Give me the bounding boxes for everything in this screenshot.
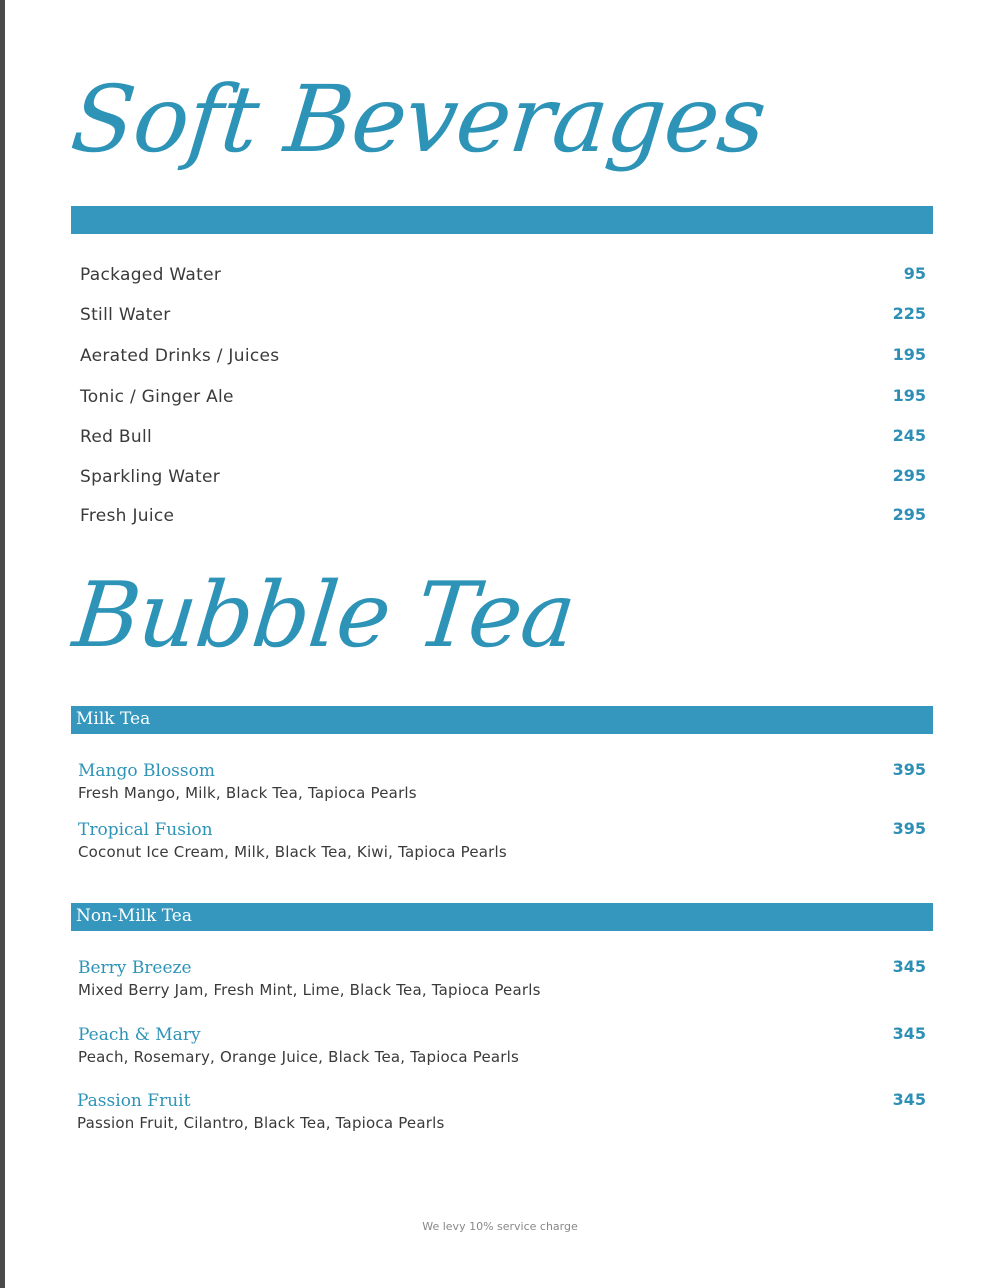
item-price: 245 bbox=[892, 426, 926, 445]
menu-item bbox=[80, 465, 926, 495]
tea-name: Berry Breeze bbox=[78, 958, 192, 978]
item-price: 295 bbox=[892, 466, 926, 485]
tea-item bbox=[78, 818, 926, 866]
tea-item bbox=[77, 1089, 926, 1137]
service-charge-note: We levy 10% service charge bbox=[422, 1220, 578, 1233]
soft-beverages-bar bbox=[71, 206, 933, 234]
menu-item bbox=[80, 504, 926, 534]
item-name: Packaged Water bbox=[80, 265, 222, 285]
tea-description: Fresh Mango, Milk, Black Tea, Tapioca Pearls bbox=[78, 784, 417, 802]
tea-price: 395 bbox=[892, 819, 926, 838]
tea-item bbox=[78, 956, 926, 1004]
tea-name: Tropical Fusion bbox=[78, 820, 213, 840]
menu-item bbox=[80, 263, 926, 293]
soft-beverages-title: Soft Beverages bbox=[66, 66, 771, 173]
menu-item bbox=[80, 425, 926, 455]
menu-item bbox=[80, 303, 926, 333]
bubble-tea-title: Bubble Tea bbox=[68, 563, 580, 668]
tea-description: Peach, Rosemary, Orange Juice, Black Tea, Tapioca Pearls bbox=[78, 1048, 520, 1066]
tea-price: 345 bbox=[892, 957, 926, 976]
item-price: 295 bbox=[892, 505, 926, 524]
item-name: Red Bull bbox=[80, 427, 152, 447]
item-name: Fresh Juice bbox=[80, 506, 175, 526]
tea-price: 345 bbox=[892, 1024, 926, 1043]
item-name: Still Water bbox=[80, 305, 171, 325]
tea-item bbox=[78, 759, 926, 807]
item-price: 195 bbox=[892, 386, 926, 405]
menu-item bbox=[80, 385, 926, 415]
item-price: 225 bbox=[892, 304, 926, 323]
tea-item bbox=[78, 1023, 926, 1071]
tea-price: 395 bbox=[892, 760, 926, 779]
milk-tea-label: Milk Tea bbox=[76, 709, 151, 729]
page-edge bbox=[0, 0, 5, 1288]
menu-item bbox=[80, 344, 926, 374]
item-price: 95 bbox=[903, 264, 926, 283]
item-name: Sparkling Water bbox=[80, 467, 221, 487]
tea-description: Coconut Ice Cream, Milk, Black Tea, Kiwi, Tapioca Pearls bbox=[78, 843, 507, 861]
tea-description: Mixed Berry Jam, Fresh Mint, Lime, Black Tea, Tapioca Pearls bbox=[78, 981, 541, 999]
non-milk-tea-label: Non-Milk Tea bbox=[76, 906, 193, 926]
item-price: 195 bbox=[892, 345, 926, 364]
non-milk-tea-bar bbox=[71, 903, 933, 931]
tea-description: Passion Fruit, Cilantro, Black Tea, Tapioca Pearls bbox=[77, 1114, 445, 1132]
tea-name: Passion Fruit bbox=[77, 1091, 191, 1111]
milk-tea-bar bbox=[71, 706, 933, 734]
tea-price: 345 bbox=[892, 1090, 926, 1109]
item-name: Tonic / Ginger Ale bbox=[80, 387, 234, 407]
tea-name: Mango Blossom bbox=[78, 761, 215, 781]
tea-name: Peach & Mary bbox=[78, 1025, 201, 1045]
item-name: Aerated Drinks / Juices bbox=[80, 346, 280, 366]
